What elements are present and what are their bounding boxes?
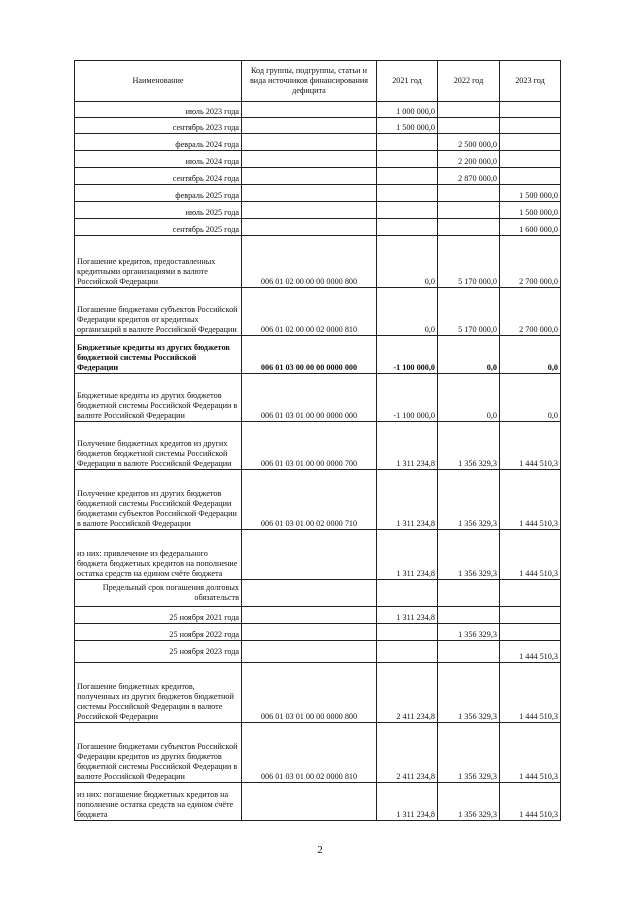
row-name: Бюджетные кредиты из других бюджетов бюджетной системы Российской Федерации в валюте Российской Федерации: [75, 374, 242, 422]
row-2022: 5 170 000,0: [438, 288, 500, 336]
table-row: [75, 470, 561, 530]
row-2023: 1 444 510,3: [500, 641, 561, 663]
row-2021: 1 000 000,0: [377, 102, 438, 118]
row-name: Бюджетные кредиты из других бюджетов бюджетной системы Российской Федерации: [75, 336, 242, 374]
row-2021: 1 311 234,8: [377, 470, 438, 530]
row-code: 006 01 02 00 00 00 0000 800: [242, 236, 377, 288]
row-code: [242, 580, 377, 607]
row-name: июль 2024 года: [75, 151, 242, 168]
row-code: [242, 624, 377, 641]
row-2021: [377, 641, 438, 663]
table-row: [75, 118, 561, 134]
row-2023: 2 700 000,0: [500, 236, 561, 288]
budget-sources-table: [74, 60, 561, 821]
row-name: Предельный срок погашения долговых обязательств: [75, 580, 242, 607]
row-code: 006 01 03 01 00 00 0000 800: [242, 663, 377, 723]
row-2023: [500, 118, 561, 134]
row-2022: 2 870 000,0: [438, 168, 500, 185]
row-2022: 1 356 329,3: [438, 422, 500, 470]
row-name: февраль 2025 года: [75, 185, 242, 202]
row-2023: 1 444 510,3: [500, 783, 561, 821]
row-2022: [438, 580, 500, 607]
table-row: [75, 236, 561, 288]
row-name: сентябрь 2023 года: [75, 118, 242, 134]
row-2023: [500, 580, 561, 607]
table-row: [75, 422, 561, 470]
row-2023: 0,0: [500, 374, 561, 422]
table-row: [75, 134, 561, 151]
row-2021: [377, 185, 438, 202]
row-2022: [438, 118, 500, 134]
table-row: [75, 185, 561, 202]
table-row: [75, 624, 561, 641]
row-code: 006 01 03 01 00 00 0000 000: [242, 374, 377, 422]
row-name: Получение кредитов из других бюджетов бюджетной системы Российской Федерации бюджетами субъектов Российской Федерации в валюте Российской Федерации: [75, 470, 242, 530]
row-2021: 2 411 234,8: [377, 663, 438, 723]
row-2023: 1 444 510,3: [500, 530, 561, 580]
row-2023: [500, 168, 561, 185]
row-2022: [438, 185, 500, 202]
table-row: [75, 102, 561, 118]
row-2022: 1 356 329,3: [438, 663, 500, 723]
table-row: [75, 374, 561, 422]
table-row: [75, 663, 561, 723]
row-name: Получение бюджетных кредитов из других бюджетов бюджетной системы Российской Федерации в валюте Российской Федерации: [75, 422, 242, 470]
header-code: Код группы, подгруппы, статьи и вида источников финансирования дефицита: [242, 61, 377, 102]
table-row: [75, 202, 561, 219]
row-2021: 0,0: [377, 288, 438, 336]
row-name: 25 ноября 2023 года: [75, 641, 242, 663]
row-2023: [500, 151, 561, 168]
row-2023: 1 500 000,0: [500, 202, 561, 219]
row-name: Погашение бюджетами субъектов Российской Федерации кредитов из других бюджетов бюджетной системы Российской Федерации в валюте Российской Федерации: [75, 723, 242, 783]
row-2023: 2 700 000,0: [500, 288, 561, 336]
row-code: [242, 202, 377, 219]
row-2023: 1 444 510,3: [500, 422, 561, 470]
header-name: Наименование: [75, 61, 242, 102]
row-2022: [438, 102, 500, 118]
header-2023: 2023 год: [500, 61, 561, 102]
row-name: июль 2023 года: [75, 102, 242, 118]
row-2023: [500, 102, 561, 118]
row-name: Погашение кредитов, предоставленных кредитными организациями в валюте Российской Федерации: [75, 236, 242, 288]
row-2022: [438, 219, 500, 236]
row-2022: [438, 641, 500, 663]
table-row: [75, 723, 561, 783]
row-2022: 0,0: [438, 374, 500, 422]
row-2023: 1 444 510,3: [500, 663, 561, 723]
row-code: [242, 134, 377, 151]
row-2021: [377, 219, 438, 236]
row-2021: [377, 151, 438, 168]
row-code: [242, 607, 377, 624]
table-row: [75, 783, 561, 821]
row-2022: 1 356 329,3: [438, 783, 500, 821]
header-2021: 2021 год: [377, 61, 438, 102]
table-row: [75, 219, 561, 236]
row-name: Погашение бюджетных кредитов, полученных из других бюджетов бюджетной системы Российской Федерации в валюте Российской Федерации: [75, 663, 242, 723]
row-2021: -1 100 000,0: [377, 336, 438, 374]
row-2022: 0,0: [438, 336, 500, 374]
row-2021: [377, 624, 438, 641]
row-2022: 1 356 329,3: [438, 624, 500, 641]
row-2022: 1 356 329,3: [438, 530, 500, 580]
table-header-row: [75, 61, 561, 102]
row-code: 006 01 03 01 00 02 0000 710: [242, 470, 377, 530]
row-2021: 1 311 234,8: [377, 530, 438, 580]
row-2021: 1 311 234,8: [377, 783, 438, 821]
table-row: [75, 168, 561, 185]
row-2021: -1 100 000,0: [377, 374, 438, 422]
row-code: [242, 219, 377, 236]
table-row: [75, 641, 561, 663]
row-2022: 1 356 329,3: [438, 470, 500, 530]
row-2023: [500, 607, 561, 624]
row-2021: 1 311 234,8: [377, 422, 438, 470]
row-code: 006 01 03 00 00 00 0000 000: [242, 336, 377, 374]
row-2023: 0,0: [500, 336, 561, 374]
header-2022: 2022 год: [438, 61, 500, 102]
row-name: сентябрь 2025 года: [75, 219, 242, 236]
row-2022: 2 500 000,0: [438, 134, 500, 151]
row-code: [242, 102, 377, 118]
row-name: 25 ноября 2021 года: [75, 607, 242, 624]
row-name: из них: погашение бюджетных кредитов на пополнение остатка средств на едином счёте бюджета: [75, 783, 242, 821]
row-2022: [438, 202, 500, 219]
row-name: Погашение бюджетами субъектов Российской Федерации кредитов от кредитных организаций в валюте Российской Федерации: [75, 288, 242, 336]
row-code: [242, 185, 377, 202]
row-code: [242, 783, 377, 821]
row-name: июль 2025 года: [75, 202, 242, 219]
row-2021: 2 411 234,8: [377, 723, 438, 783]
row-name: 25 ноября 2022 года: [75, 624, 242, 641]
row-2022: [438, 607, 500, 624]
row-2023: 1 500 000,0: [500, 185, 561, 202]
table-row: [75, 288, 561, 336]
row-2023: 1 444 510,3: [500, 470, 561, 530]
row-code: 006 01 03 01 00 00 0000 700: [242, 422, 377, 470]
row-2021: 1 311 234,8: [377, 607, 438, 624]
row-name: сентябрь 2024 года: [75, 168, 242, 185]
row-code: 006 01 02 00 00 02 0000 810: [242, 288, 377, 336]
page-number: 2: [317, 844, 323, 856]
table-row: [75, 336, 561, 374]
table-row: [75, 530, 561, 580]
row-2022: 5 170 000,0: [438, 236, 500, 288]
table-row: [75, 580, 561, 607]
row-code: [242, 641, 377, 663]
row-2021: [377, 168, 438, 185]
table-row: [75, 607, 561, 624]
row-code: 006 01 03 01 00 02 0000 810: [242, 723, 377, 783]
row-name: февраль 2024 года: [75, 134, 242, 151]
row-code: [242, 151, 377, 168]
row-2021: [377, 134, 438, 151]
row-name: из них: привлечение из федерального бюджета бюджетных кредитов на пополнение остатка средств на едином счёте бюджета: [75, 530, 242, 580]
row-2021: [377, 580, 438, 607]
row-2023: 1 600 000,0: [500, 219, 561, 236]
row-code: [242, 530, 377, 580]
table-row: [75, 151, 561, 168]
row-2022: 2 200 000,0: [438, 151, 500, 168]
row-2022: 1 356 329,3: [438, 723, 500, 783]
row-2023: 1 444 510,3: [500, 723, 561, 783]
row-2023: [500, 134, 561, 151]
row-2021: 1 500 000,0: [377, 118, 438, 134]
row-2023: [500, 624, 561, 641]
row-code: [242, 168, 377, 185]
row-2021: [377, 202, 438, 219]
row-code: [242, 118, 377, 134]
row-2021: 0,0: [377, 236, 438, 288]
